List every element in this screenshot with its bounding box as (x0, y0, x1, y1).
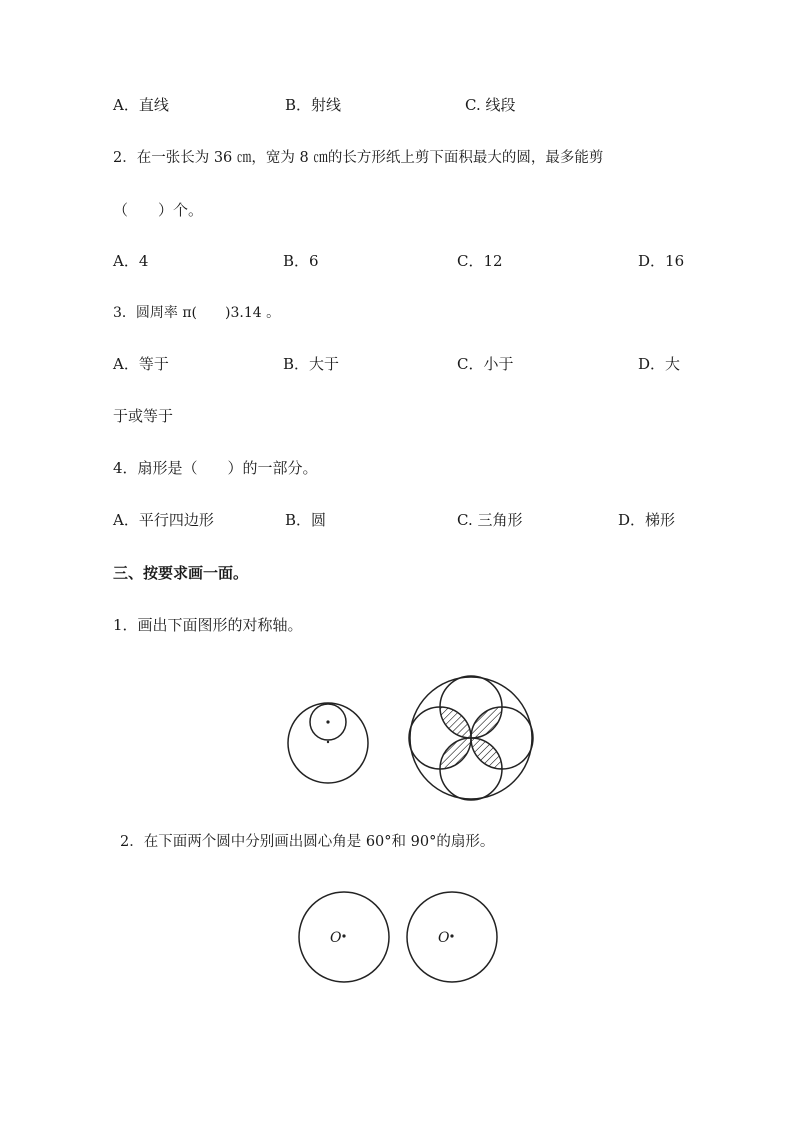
q3-option-a: A．等于 (113, 355, 169, 373)
center-label-right: O (438, 930, 450, 946)
q4-option-a: A．平行四边形 (113, 511, 214, 529)
q1-option-b: B．射线 (285, 96, 342, 114)
center-label-left: O (330, 930, 342, 946)
figure-circle-left (296, 889, 392, 985)
q3-option-d-line2: 于或等于 (113, 407, 174, 425)
q4-option-b: B．圆 (285, 511, 327, 529)
inner-center-dot (326, 720, 329, 723)
small-circle-bottom (440, 738, 502, 800)
section-3-heading: 三、按要求画一面。 (113, 564, 249, 582)
q1-option-c: C. 线段 (465, 96, 516, 114)
q3-stem: 3．圆周率 π( )3.14 。 (113, 305, 281, 321)
small-circle-left (409, 707, 471, 769)
center-dot-right (450, 934, 453, 937)
q2-stem-line1: 2．在一张长为 36 ㎝，宽为 8 ㎝的长方形纸上剪下面积最大的圆，最多能剪 (113, 150, 604, 166)
small-circle-right (471, 707, 533, 769)
q4-stem: 4．扇形是（ ）的一部分。 (113, 459, 318, 477)
q2-stem-line2: （ ）个。 (113, 201, 204, 219)
figure-flower-circles (405, 673, 537, 805)
q2-option-b: B．6 (283, 252, 319, 270)
q4-option-d: D．梯形 (618, 511, 676, 529)
q3-option-c: C．小于 (457, 355, 514, 373)
section-3-task-1: 1．画出下面图形的对称轴。 (113, 616, 303, 634)
q2-option-a: A．4 (113, 252, 149, 270)
q3-option-d-line1: D．大 (638, 355, 681, 373)
q2-option-c: C．12 (457, 252, 503, 270)
section-3-task-2: 2．在下面两个圆中分别画出圆心角是 60°和 90°的扇形。 (120, 834, 495, 850)
figure-circle-right (404, 889, 500, 985)
q1-option-a: A．直线 (113, 96, 169, 114)
q2-option-d: D．16 (638, 252, 685, 270)
tangent-dot (327, 741, 329, 743)
q3-option-b: B．大于 (283, 355, 340, 373)
figure-nested-circles (283, 697, 373, 787)
q4-option-c: C. 三角形 (457, 511, 523, 529)
small-circle-top (440, 676, 502, 738)
center-dot-left (342, 934, 345, 937)
